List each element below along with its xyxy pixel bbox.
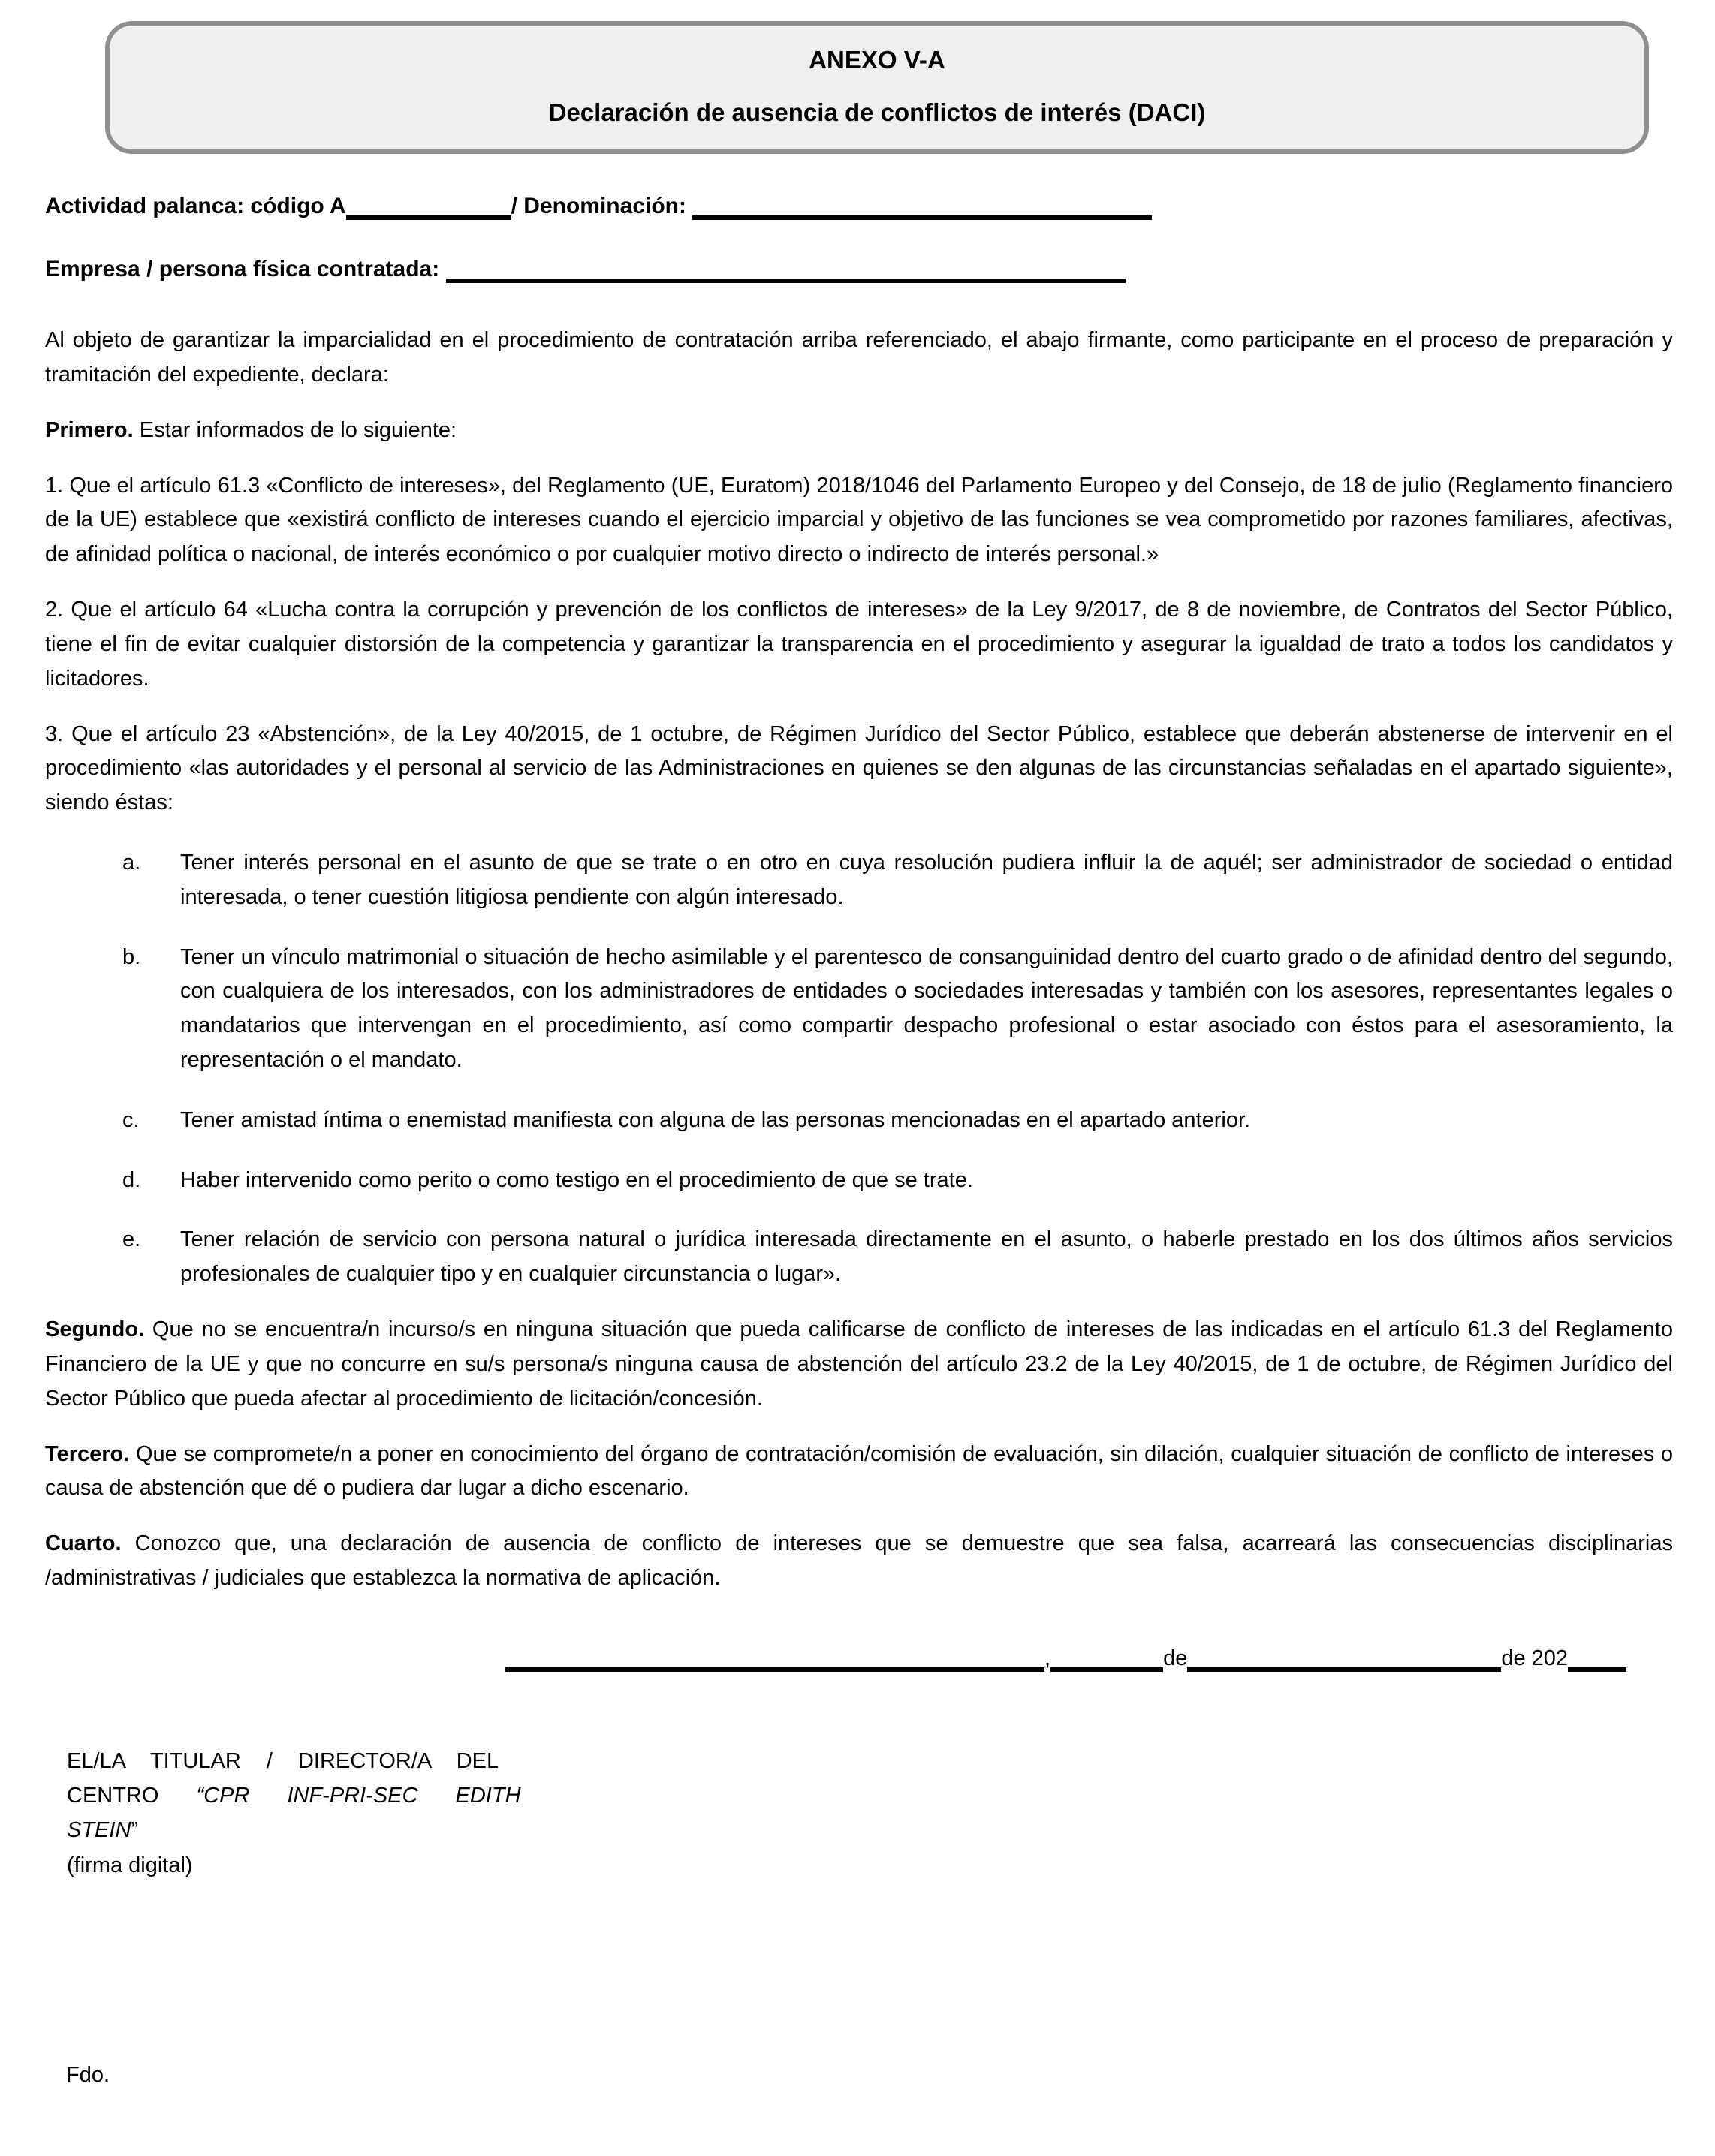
list-item [122, 941, 1673, 1078]
closing-quote: ” [131, 1818, 139, 1843]
signature-block [67, 1744, 585, 1883]
date-de-1: de [1163, 1646, 1188, 1670]
list-item-text: Tener un vínculo matrimonial o situación de hecho asimilable y el parentesco de consanguinidad dentro del cuarto grado o de afinidad dentro del segundo, con cualquiera de los interesados, con los administradores de entidades o sociedades interesadas y también con los asesores, representantes legales o mandatarios que intervengan en el procedimiento, así como compartir despacho profesional o estar asociado con éstos para el asesoramiento, la representación o el mandato. [180, 944, 1673, 1072]
list-item-text: Tener amistad íntima o enemistad manifiesta con alguna de las personas mencionadas en el apartado anterior. [180, 1107, 1251, 1132]
list-item-marker: d. [122, 1167, 141, 1192]
document-subtitle: Declaración de ausencia de conflictos de interés (DACI) [548, 98, 1206, 126]
digital-signature-note: (firma digital) [67, 1853, 193, 1877]
document-title: ANEXO V-A [809, 46, 945, 74]
centro-label: CENTRO [67, 1783, 159, 1808]
list-item [122, 1104, 1673, 1138]
list-item-marker: a. [122, 850, 141, 875]
day-blank [1050, 1660, 1163, 1672]
signature-role-line-3 [67, 1813, 585, 1847]
primero-text: Estar informados de lo siguiente: [139, 417, 457, 442]
tercero-text: Que se compromete/n a poner en conocimiento del órgano de contratación/comisión de evaluación, sin dilación, cualquier situación de conflicto de intereses o causa de abstención que dé o pudiera dar lugar a dicho escenario. [45, 1441, 1674, 1501]
abstention-list [122, 846, 1673, 1292]
list-item-text: Haber intervenido como perito o como testigo en el procedimiento de que se trate. [180, 1167, 973, 1192]
field-company-line [45, 256, 1673, 283]
activity-code-label: Actividad palanca: código A [45, 194, 346, 219]
company-blank [446, 271, 1126, 283]
centro-name-italic-cont: STEIN [67, 1818, 131, 1843]
signature-role-line-2 [67, 1778, 585, 1813]
point-3: 3. Que el artículo 23 «Abstención», de la Ley 40/2015, de 1 octubre, de Régimen Jurídico del Sector Público, establece que deberán abstenerse de intervenir en el procedimiento «las autoridades y el personal al servicio de las Administraciones en quienes se den algunas de las circunstancias señaladas en el apartado siguiente», siendo éstas: [45, 721, 1673, 815]
tercero-label: Tercero. [45, 1441, 130, 1466]
list-item-text: Tener interés personal en el asunto de que se trate o en otro en cuya resolución pudiera influir la de aquél; ser administrador de sociedad o entidad interesada, o tener cuestión litigiosa pendiente con algún interesado. [180, 850, 1673, 909]
section-tercero [45, 1438, 1673, 1507]
month-blank [1187, 1660, 1501, 1672]
centro-name-italic: “CPR INF-PRI-SEC EDITH [196, 1783, 521, 1808]
point-1: 1. Que el artículo 61.3 «Conflicto de intereses», del Reglamento (UE, Euratom) 2018/1046 del Parlamento Europeo y del Consejo, de 18 de julio (Reglamento financiero de la UE) establece que «existirá conflicto de intereses cuando el ejercicio imparcial y objetivo de las funciones se vea comprometido por razones familiares, afectivas, de afinidad política o nacional, de interés económico o por cualquier motivo directo o indirecto de interés personal.» [45, 473, 1673, 567]
intro-paragraph: Al objeto de garantizar la imparcialidad en el procedimiento de contratación arriba referenciado, el abajo firmante, como participante en el proceso de preparación y tramitación del expediente, declara: [45, 328, 1673, 387]
date-de-202: de 202 [1501, 1646, 1569, 1670]
primero-label: Primero. [45, 417, 134, 442]
segundo-text: Que no se encuentra/n incurso/s en ninguna situación que pueda calificarse de conflicto de intereses de las indicadas en el artículo 61.3 del Reglamento Financiero de la UE y que no concurre en su/s persona/s ninguna causa de abstención del artículo 23.2 de la Ley 40/2015, de 1 de octubre, de Régimen Jurídico del Sector Público que pueda afectar al procedimiento de licitación/concesión. [45, 1317, 1673, 1411]
list-item [122, 846, 1673, 915]
signature-role-line-1: EL/LA TITULAR / DIRECTOR/A DEL [67, 1748, 499, 1773]
cuarto-text: Conozco que, una declaración de ausencia de conflicto de intereses que se demuestre que sea falsa, acarreará las consecuencias disciplinarias /administrativas / judiciales que establezca la normativa de aplicación. [45, 1531, 1673, 1590]
segundo-label: Segundo. [45, 1317, 145, 1342]
list-item-text: Tener relación de servicio con persona natural o jurídica interesada directamente en el asunto, o haberle prestado en los dos últimos años servicios profesionales de cualquier tipo y en cualquier circunstancia o lugar». [180, 1227, 1673, 1287]
place-blank [505, 1660, 1044, 1672]
date-line [505, 1646, 1673, 1672]
section-cuarto [45, 1527, 1673, 1596]
denomination-label: / Denominación: [511, 194, 686, 219]
signed-by-label: Fdo. [66, 2063, 110, 2087]
year-blank [1568, 1660, 1626, 1672]
list-item [122, 1164, 1673, 1198]
activity-code-blank [346, 208, 511, 220]
form-fields [45, 193, 1673, 283]
list-item [122, 1223, 1673, 1292]
cuarto-label: Cuarto. [45, 1531, 122, 1556]
section-primero [45, 414, 1673, 448]
date-comma: , [1044, 1646, 1051, 1670]
company-label: Empresa / persona física contratada: [45, 257, 440, 282]
list-item-marker: c. [122, 1107, 140, 1132]
list-item-marker: e. [122, 1227, 141, 1252]
denomination-blank [692, 208, 1152, 220]
section-segundo [45, 1313, 1673, 1416]
header-box [105, 21, 1649, 154]
list-item-marker: b. [122, 944, 141, 969]
field-activity-line [45, 193, 1673, 220]
point-2: 2. Que el artículo 64 «Lucha contra la corrupción y prevención de los conflictos de intereses» de la Ley 9/2017, de 8 de noviembre, de Contratos del Sector Público, tiene el fin de evitar cualquier distorsión de la competencia y garantizar la transparencia en el procedimiento y asegurar la igualdad de trato a todos los candidatos y licitadores. [45, 598, 1673, 691]
